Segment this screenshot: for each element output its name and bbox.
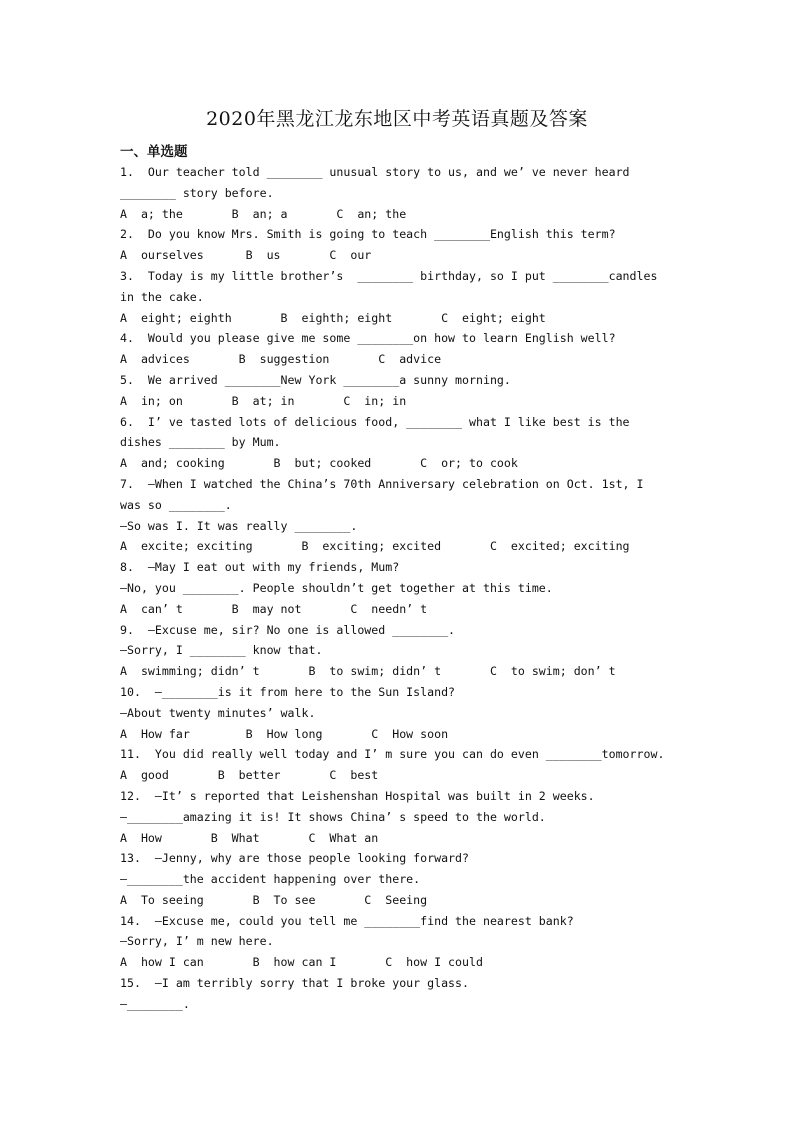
text-line: 3. Today is my little brother’s ________ birthday, so I put ________candles bbox=[120, 268, 658, 283]
text-line: 8. —May I eat out with my friends, Mum? bbox=[120, 560, 400, 575]
text-line: 5. We arrived ________New York ________a sunny morning. bbox=[120, 372, 511, 387]
text-line: dishes ________ by Mum. bbox=[120, 435, 281, 450]
text-line: A advices B suggestion C advice bbox=[120, 352, 442, 367]
text-line: —________. bbox=[120, 996, 190, 1011]
text-line: A can’ t B may not C needn’ t bbox=[120, 601, 428, 616]
text-line: A To seeing B To see C Seeing bbox=[120, 892, 428, 907]
text-line: 12. —It’ s reported that Leishenshan Hospital was built in 2 weeks. bbox=[120, 788, 595, 803]
text-line: 2. Do you know Mrs. Smith is going to teach ________English this term? bbox=[120, 227, 616, 242]
text-line: A good B better C best bbox=[120, 768, 379, 783]
text-line: A excite; exciting B exciting; excited C excited; exciting bbox=[120, 539, 630, 554]
text-line: 15. —I am terribly sorry that I broke your glass. bbox=[120, 976, 470, 991]
text-line: 4. Would you please give me some ________on how to learn English well? bbox=[120, 331, 616, 346]
text-line: ________ story before. bbox=[120, 185, 274, 200]
text-line: A in; on B at; in C in; in bbox=[120, 393, 407, 408]
text-line: A eight; eighth B eighth; eight C eight; eight bbox=[120, 310, 546, 325]
section-heading: 一、单选题 bbox=[120, 144, 188, 160]
text-line: A ourselves B us C our bbox=[120, 248, 372, 263]
text-line: A How far B How long C How soon bbox=[120, 726, 449, 741]
text-line: 6. I’ ve tasted lots of delicious food, ________ what I like best is the bbox=[120, 414, 630, 429]
text-line: A swimming; didn’ t B to swim; didn’ t C to swim; don’ t bbox=[120, 664, 616, 679]
text-line: in the cake. bbox=[120, 289, 204, 304]
text-line: —________the accident happening over there. bbox=[120, 872, 421, 887]
text-line: 9. —Excuse me, sir? No one is allowed ________. bbox=[120, 622, 456, 637]
text-line: 14. —Excuse me, could you tell me ________find the nearest bank? bbox=[120, 913, 574, 928]
text-line: —Sorry, I ________ know that. bbox=[120, 643, 323, 658]
text-line: —About twenty minutes’ walk. bbox=[120, 705, 316, 720]
text-line: —________amazing it is! It shows China’ s speed to the world. bbox=[120, 809, 546, 824]
text-line: was so ________. bbox=[120, 497, 232, 512]
text-line: —Sorry, I’ m new here. bbox=[120, 934, 274, 949]
text-line: 1. Our teacher told ________ unusual story to us, and we’ ve never heard bbox=[120, 165, 630, 179]
text-line: A a; the B an; a C an; the bbox=[120, 206, 407, 221]
text-line: A How B What C What an bbox=[120, 830, 379, 845]
text-line: 13. —Jenny, why are those people looking forward? bbox=[120, 851, 470, 866]
text-line: A and; cooking B but; cooked C or; to cook bbox=[120, 456, 518, 471]
text-line: 10. —________is it from here to the Sun Island? bbox=[120, 684, 456, 699]
text-line: 11. You did really well today and I’ m sure you can do even ________tomorrow. bbox=[120, 747, 665, 762]
question-list bbox=[120, 162, 680, 1015]
text-line: —No, you ________. People shouldn’t get together at this time. bbox=[120, 580, 553, 595]
text-line: 7. —When I watched the China’s 70th Anniversary celebration on Oct. 1st, I bbox=[120, 476, 644, 491]
page-title: 2020年黑龙江龙东地区中考英语真题及答案 bbox=[206, 108, 588, 130]
text-line: —So was I. It was really ________. bbox=[120, 518, 358, 533]
text-line: A how I can B how can I C how I could bbox=[120, 955, 483, 970]
